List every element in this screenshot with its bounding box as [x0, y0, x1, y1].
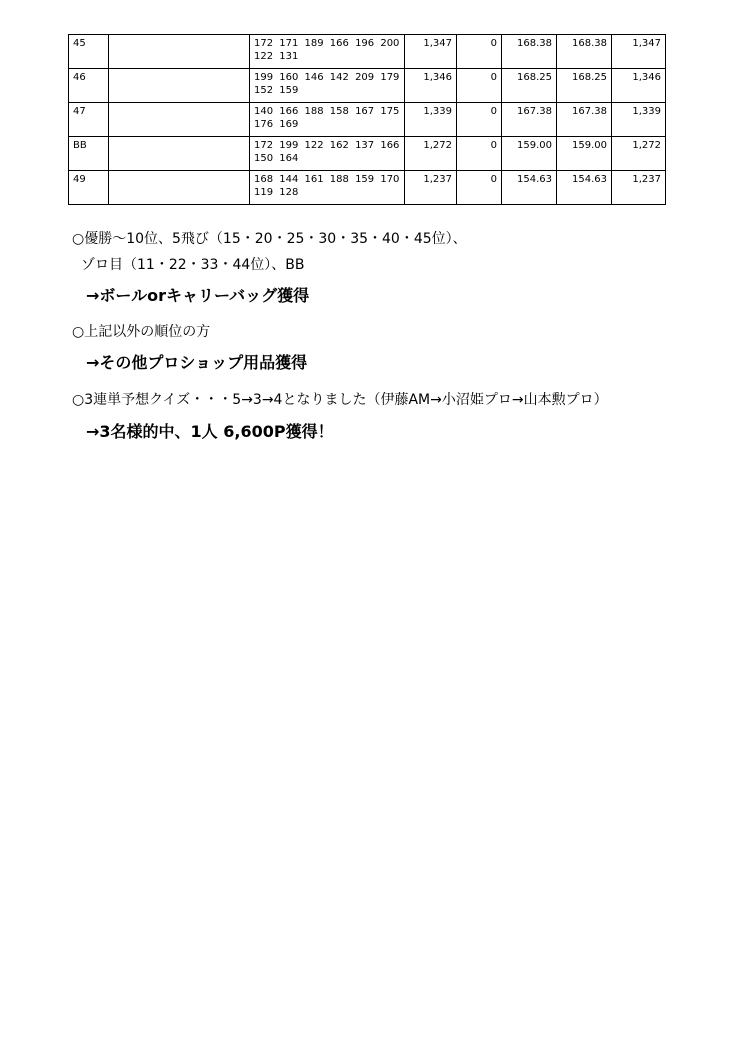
rank-cell: 49 — [69, 171, 109, 205]
prize-result: →ボールorキャリーバッグ獲得 — [86, 286, 310, 305]
game-scores-cell — [250, 171, 405, 205]
game-scores-line: 140 166 188 158 167 175 — [254, 106, 400, 117]
name-cell — [109, 35, 250, 69]
average-cell: 168.38 — [502, 35, 557, 69]
average-cell: 168.25 — [502, 69, 557, 103]
table-row — [69, 69, 666, 103]
name-cell — [109, 103, 250, 137]
handicap-cell: 0 — [457, 171, 502, 205]
final-cell: 1,339 — [612, 103, 666, 137]
game-scores-line: 176 169 — [254, 119, 299, 130]
game-scores-cell — [250, 137, 405, 171]
average-cell: 167.38 — [502, 103, 557, 137]
total-cell: 1,339 — [405, 103, 457, 137]
average-cell: 159.00 — [502, 137, 557, 171]
results-table — [68, 34, 666, 205]
game-scores-line: 122 131 — [254, 51, 299, 62]
final-cell: 1,347 — [612, 35, 666, 69]
rank-cell: BB — [69, 137, 109, 171]
total-cell: 1,237 — [405, 171, 457, 205]
hdcp-average-cell: 168.38 — [557, 35, 612, 69]
game-scores-line: 168 144 161 188 159 170 — [254, 174, 400, 185]
hdcp-average-cell: 159.00 — [557, 137, 612, 171]
game-scores-line: 152 159 — [254, 85, 299, 96]
game-scores-line: 199 160 146 142 209 179 — [254, 72, 400, 83]
hdcp-average-cell: 154.63 — [557, 171, 612, 205]
quiz-prize-result: →3名様的中、1人 6,600P獲得！ — [86, 422, 334, 441]
final-cell: 1,346 — [612, 69, 666, 103]
hdcp-average-cell: 168.25 — [557, 69, 612, 103]
final-cell: 1,272 — [612, 137, 666, 171]
handicap-cell: 0 — [457, 69, 502, 103]
prize-result: →その他プロショップ用品獲得 — [86, 353, 308, 372]
rank-cell: 46 — [69, 69, 109, 103]
game-scores-cell — [250, 69, 405, 103]
handicap-cell: 0 — [457, 35, 502, 69]
table-row — [69, 171, 666, 205]
rank-cell: 45 — [69, 35, 109, 69]
name-cell — [109, 137, 250, 171]
table-row — [69, 35, 666, 69]
game-scores-line: 150 164 — [254, 153, 299, 164]
name-cell — [109, 69, 250, 103]
handicap-cell: 0 — [457, 103, 502, 137]
table-row — [69, 103, 666, 137]
prize-rule-line: ゾロ目（11・22・33・44位）、BB — [81, 257, 305, 273]
handicap-cell: 0 — [457, 137, 502, 171]
total-cell: 1,347 — [405, 35, 457, 69]
game-scores-cell — [250, 35, 405, 69]
total-cell: 1,272 — [405, 137, 457, 171]
game-scores-line: 172 199 122 162 137 166 — [254, 140, 400, 151]
quiz-result-line: ○3連単予想クイズ・・・5→3→4となりました（伊藤AM→小沼姫プロ→山本勲プロ） — [72, 392, 608, 408]
prize-rule-line: ○優勝～10位、5飛び（15・20・25・30・35・40・45位）、 — [72, 231, 467, 247]
final-cell: 1,237 — [612, 171, 666, 205]
total-cell: 1,346 — [405, 69, 457, 103]
rank-cell: 47 — [69, 103, 109, 137]
game-scores-line: 119 128 — [254, 187, 299, 198]
game-scores-cell — [250, 103, 405, 137]
average-cell: 154.63 — [502, 171, 557, 205]
name-cell — [109, 171, 250, 205]
prize-rule-line: ○上記以外の順位の方 — [72, 324, 211, 340]
game-scores-line: 172 171 189 166 196 200 — [254, 38, 400, 49]
table-row — [69, 137, 666, 171]
hdcp-average-cell: 167.38 — [557, 103, 612, 137]
